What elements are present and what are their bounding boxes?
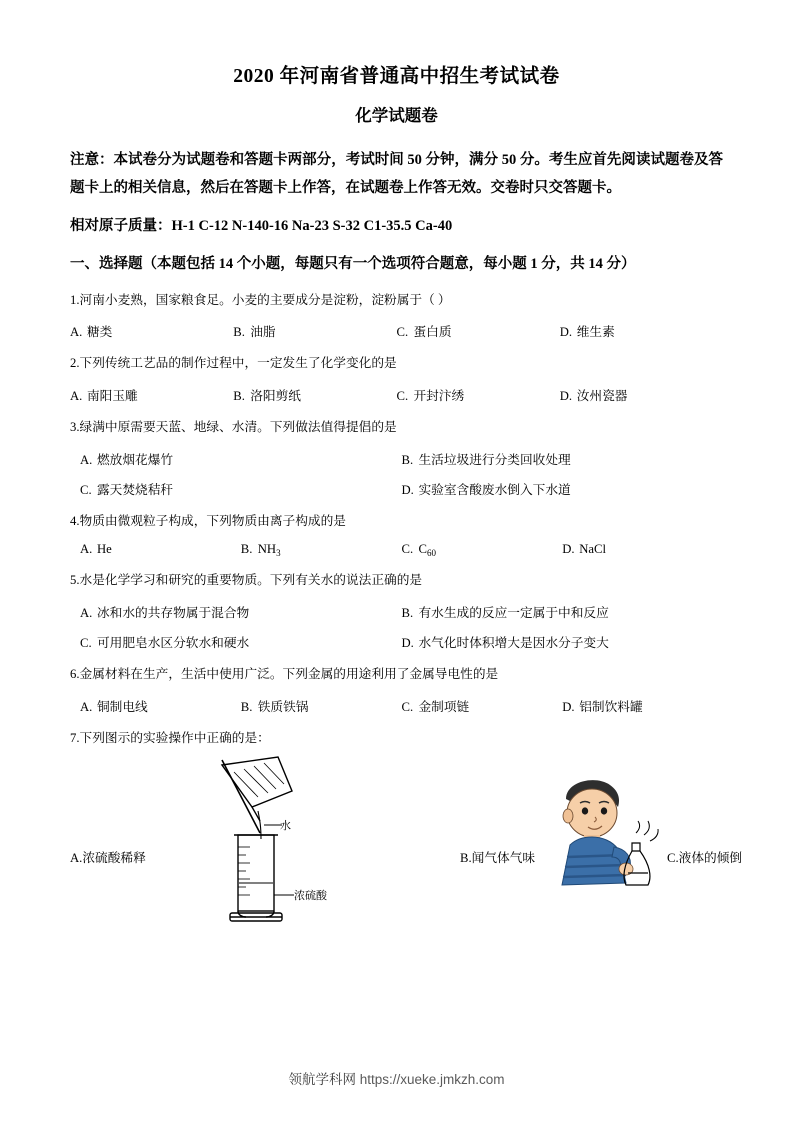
footer-brand: 领航学科网 (288, 1072, 356, 1087)
option-6-c[interactable]: C. 金制项链 (401, 699, 470, 714)
option-5-d[interactable]: D. 水气化时体积增大是因水分子变大 (401, 636, 609, 651)
option-text: 可用肥皂水区分软水和硬水 (97, 636, 250, 651)
question-options-5-row1 (70, 602, 723, 621)
figure-label-concentrated-acid: 浓硫酸 (294, 889, 327, 902)
option-text: 有水生成的反应一定属于中和反应 (418, 606, 609, 621)
page-title: 2020 年河南省普通高中招生考试试卷 (233, 66, 560, 87)
question-stem-4: 4.物质由微观粒子构成，下列物质由离子构成的是 (70, 513, 346, 528)
option-text-subscript: 3 (276, 548, 281, 559)
option-2-a[interactable]: A. 南阳玉雕 (70, 389, 138, 404)
option-text: 汝州瓷器 (576, 389, 628, 404)
question-options-5-row2 (70, 632, 723, 651)
question-options-2 (70, 385, 723, 404)
question-stem-1: 1.河南小麦熟，国家粮食足。小麦的主要成分是淀粉，淀粉属于（ ） (70, 292, 451, 307)
question-options-3-row1 (70, 449, 723, 468)
question-stem-7: 7.下列图示的实验操作中正确的是： (70, 730, 270, 745)
option-4-c[interactable]: C. $C_{60}$ (401, 542, 436, 559)
option-text: 糖类 (87, 325, 113, 340)
option-2-b[interactable]: B. 洛阳剪纸 (233, 389, 301, 404)
question-stem-5: 5.水是化学学习和研究的重要物质。下列有关水的说法正确的是 (70, 573, 423, 588)
option-6-a[interactable]: A. 铜制电线 (80, 699, 148, 714)
option-text: NaCl (579, 542, 607, 557)
section-heading-multiple-choice: 一、选择题（本题包括 14 个小题，每题只有一个选项符合题意，每小题 1 分，共 14 分） (70, 255, 636, 272)
option-5-a[interactable]: A. 冰和水的共存物属于混合物 (80, 606, 250, 621)
question-options-4 (70, 542, 723, 557)
acid-dilution-diagram (160, 755, 370, 925)
question-stem-2: 2.下列传统工艺品的制作过程中，一定发生了化学变化的是 (70, 356, 397, 371)
option-text: 浓硫酸稀释 (82, 850, 146, 865)
option-text: 燃放烟花爆竹 (97, 452, 174, 467)
option-7-a[interactable]: A.浓硫酸稀释 (70, 850, 146, 865)
option-text: 南阳玉雕 (87, 389, 138, 404)
option-text: 铁质铁锅 (257, 699, 309, 714)
option-3-c[interactable]: C. 露天焚烧秸秆 (80, 482, 174, 497)
option-1-b[interactable]: B. 油脂 (233, 325, 276, 340)
question-stem-3: 3.绿满中原需要天蓝、地绿、水清。下列做法值得提倡的是 (70, 420, 397, 435)
option-text: 金制项链 (418, 699, 470, 714)
option-6-b[interactable]: B. 铁质铁锅 (240, 699, 309, 714)
option-text: 维生素 (576, 325, 615, 340)
option-text: 铝制饮料罐 (579, 699, 643, 714)
option-text-base: C (418, 542, 427, 557)
footer-url: https://xueke.jmkzh.com (359, 1072, 505, 1087)
option-1-a[interactable]: A. 糖类 (70, 325, 113, 340)
option-text: 露天焚烧秸秆 (97, 482, 174, 497)
option-text: 冰和水的共存物属于混合物 (97, 606, 250, 621)
option-2-d[interactable]: D. 汝州瓷器 (559, 389, 628, 404)
option-text: 液体的倾倒 (678, 850, 743, 865)
option-text: 油脂 (250, 325, 276, 340)
option-text: 开封汴绣 (413, 389, 465, 404)
option-4-d[interactable]: D. NaCl (562, 542, 607, 557)
option-text: 洛阳剪纸 (250, 389, 301, 404)
question-stem-6: 6.金属材料在生产，生活中使用广泛。下列金属的用途利用了金属导电性的是 (70, 667, 499, 682)
option-6-d[interactable]: D. 铝制饮料罐 (562, 699, 643, 714)
option-3-b[interactable]: B. 生活垃圾进行分类回收处理 (401, 452, 571, 467)
option-3-d[interactable]: D. 实验室含酸废水倒入下水道 (401, 482, 571, 497)
option-2-c[interactable]: C. 开封汴绣 (396, 389, 465, 404)
option-text: 蛋白质 (413, 325, 452, 340)
question-options-1 (70, 321, 723, 340)
option-text: 水气化时体积增大是因水分子变大 (418, 636, 609, 651)
page-subtitle: 化学试题卷 (355, 106, 438, 125)
option-text: 闻气体气味 (471, 850, 536, 865)
smelling-gas-diagram (540, 773, 660, 901)
option-text-base: NH (257, 542, 277, 557)
option-4-b[interactable]: B. $NH_3$ (240, 542, 281, 559)
option-text: 铜制电线 (97, 699, 148, 714)
option-text: 实验室含酸废水倒入下水道 (418, 482, 571, 497)
option-5-c[interactable]: C. 可用肥皂水区分软水和硬水 (80, 636, 250, 651)
figure-label-water: 水 (280, 819, 291, 832)
question-options-3-row2 (70, 479, 723, 498)
question-options-6 (70, 696, 723, 715)
option-1-c[interactable]: C. 蛋白质 (396, 325, 452, 340)
relative-atomic-mass: 相对原子质量：H-1 C-12 N-140-16 Na-23 S-32 C1-35.5 Ca-40 (70, 217, 453, 234)
option-3-a[interactable]: A. 燃放烟花爆竹 (80, 452, 174, 467)
footer-watermark (0, 1068, 793, 1088)
exam-notice: 注意：本试卷分为试题卷和答题卡两部分，考试时间 50 分钟，满分 50 分。考生应首先阅读试题卷及答题卡上的相关信息，然后在答题卡上作答，在试题卷上作答无效。交卷时只交答题卡。 (70, 152, 723, 197)
option-text-subscript: 60 (426, 548, 436, 559)
option-text: He (97, 542, 112, 557)
question-7-figures (70, 755, 743, 930)
option-5-b[interactable]: B. 有水生成的反应一定属于中和反应 (401, 606, 609, 621)
option-1-d[interactable]: D. 维生素 (559, 325, 615, 340)
option-7-c[interactable]: C.液体的倾倒 (667, 850, 743, 865)
option-4-a[interactable]: A. He (80, 542, 112, 557)
option-7-b[interactable]: B.闻气体气味 (460, 850, 536, 865)
option-text: 生活垃圾进行分类回收处理 (418, 452, 571, 467)
